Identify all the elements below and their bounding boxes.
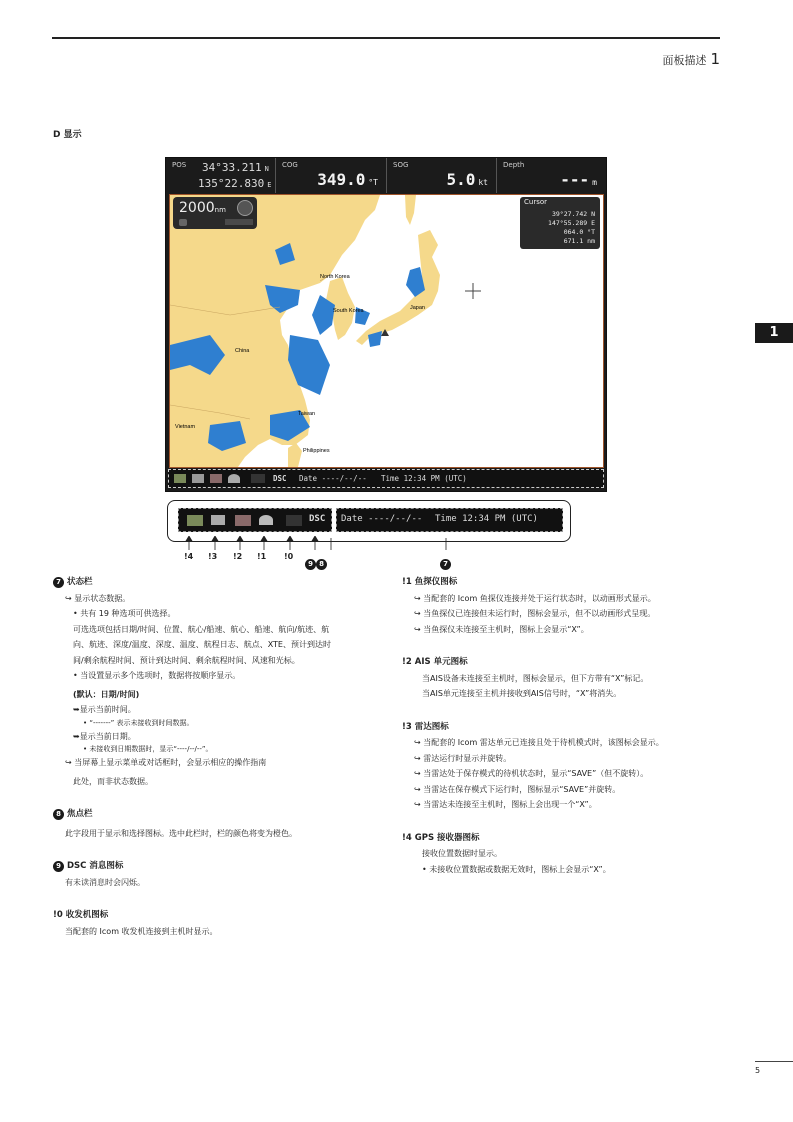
s11-line-3: ↪ 当鱼探仪未连接至主机时，图标上会显示“X”。 bbox=[414, 624, 589, 634]
s13-line-2: ↪ 雷达运行时显示并旋转。 bbox=[414, 753, 512, 763]
cursor-title: Cursor bbox=[524, 198, 548, 206]
header-title: 面板描述 bbox=[662, 54, 707, 67]
status-date: Date ----/--/-- bbox=[299, 474, 367, 483]
section-10-heading: !0 收发机图标 bbox=[53, 910, 109, 920]
ais-icon bbox=[210, 474, 222, 483]
section-12-heading: !2 AIS 单元图标 bbox=[402, 657, 468, 667]
range-value: 2000nm bbox=[179, 200, 226, 216]
radar-icon bbox=[192, 474, 204, 483]
cursor-box bbox=[520, 197, 600, 249]
footer-rule bbox=[755, 1061, 793, 1062]
s7-line-13: 此处，而非状态数据。 bbox=[73, 776, 153, 786]
s13-line-5: ↪ 当雷达未连接至主机时，图标上会出现一个“X”。 bbox=[414, 800, 597, 809]
pos-lat: 34°33.211 N bbox=[202, 161, 269, 174]
map-label-south-korea: South Korea bbox=[333, 308, 364, 314]
section-13-heading: !3 雷达图标 bbox=[402, 721, 449, 732]
s7-line-4: 向、航迹、深度/温度、深度、温度、航程日志、航点、XTE、预计到达时 bbox=[73, 640, 331, 649]
zoom-date: Date ----/--/-- bbox=[341, 514, 423, 524]
header-rule bbox=[52, 37, 720, 39]
callout-10: !0 bbox=[284, 552, 294, 561]
section-8-heading: 8 焦点栏 bbox=[53, 807, 393, 823]
map-label-vietnam: Vietnam bbox=[175, 424, 196, 430]
lock-icon bbox=[179, 219, 187, 226]
fishfinder-icon bbox=[228, 474, 240, 483]
callout-9-8: 9 8 bbox=[305, 551, 327, 570]
s9-line-1: 有未读消息时会闪烁。 bbox=[65, 877, 145, 887]
s10-line-1: 当配套的 Icom 收发机连接到主机时显示。 bbox=[65, 926, 218, 936]
range-box[interactable] bbox=[173, 197, 257, 229]
gps-icon bbox=[174, 474, 186, 483]
s14-line-1: 接收位置数据时显示。 bbox=[422, 849, 502, 858]
s13-line-4: ↪ 当雷达在保存模式下运行时，图标显示“SAVE”并旋转。 bbox=[414, 784, 621, 794]
chapter-tab: 1 bbox=[755, 323, 793, 343]
zoom-dsc-icon: DSC bbox=[309, 514, 326, 524]
sog-cell bbox=[387, 158, 497, 193]
s13-line-3: ↪ 当雷达处于保存模式的待机状态时，显示“SAVE”（但不旋转）。 bbox=[414, 769, 649, 778]
depth-label: Depth bbox=[503, 161, 525, 169]
compass-icon bbox=[237, 200, 253, 216]
zoom-ais-icon bbox=[235, 515, 251, 526]
header-chapter: 1 bbox=[710, 50, 720, 68]
zoom-fishfinder-icon bbox=[259, 515, 273, 525]
transceiver-icon bbox=[251, 474, 265, 483]
zoom-radar-icon bbox=[211, 515, 225, 525]
s7-line-6: • 当设置显示多个选项时，数据将按顺序显示。 bbox=[73, 671, 241, 680]
map-label-taiwan: Taiwan bbox=[298, 411, 316, 417]
callout-13: !3 bbox=[208, 552, 218, 561]
s7-line-5: 间/剩余航程时间、预计到达时间、剩余航程时间、风速和光标。 bbox=[73, 655, 300, 665]
section-9-heading: 9 DSC 消息图标 bbox=[53, 859, 393, 875]
s7-line-1: ↪ 显示状态数据。 bbox=[65, 593, 131, 603]
s8-line-1: 此字段用于显示和选择图标。选中此栏时，栏的颜色将变为橙色。 bbox=[65, 828, 297, 838]
s7-line-9: • “-------” 表示未接收到时间数据。 bbox=[83, 718, 194, 727]
cursor-range: 671.1 nm bbox=[563, 237, 595, 245]
dsc-icon[interactable]: DSC bbox=[273, 474, 287, 483]
map-label-north-korea: North Korea bbox=[320, 274, 350, 280]
s11-line-1: ↪ 当配套的 Icom 鱼探仪连接并处于运行状态时，以动画形式显示。 bbox=[414, 593, 656, 603]
s7-line-10: ➥显示当前日期。 bbox=[73, 731, 136, 741]
right-column bbox=[402, 575, 762, 877]
map-label-japan: Japan bbox=[410, 305, 425, 311]
section-14-heading: !4 GPS 接收器图标 bbox=[402, 832, 480, 843]
depth-cell bbox=[497, 158, 605, 193]
running-header bbox=[662, 50, 720, 68]
page-number: 5 bbox=[755, 1066, 761, 1075]
callout-7: 7 bbox=[440, 551, 451, 570]
s12-line-2: 当AIS单元连接至主机并接收到AIS信号时，“X”将消失。 bbox=[422, 689, 622, 698]
map-label-china: China bbox=[235, 348, 250, 354]
status-bar[interactable] bbox=[168, 469, 604, 488]
cog-label: COG bbox=[282, 161, 298, 169]
map-label-philippines: Philippines bbox=[303, 448, 330, 454]
cog-cell bbox=[276, 158, 387, 193]
data-bar bbox=[166, 158, 606, 193]
sog-label: SOG bbox=[393, 161, 409, 169]
s12-line-1: 当AIS设备未连接至主机时，图标会显示，但下方带有“X”标记。 bbox=[422, 673, 649, 683]
s13-line-1: ↪ 当配套的 Icom 雷达单元已连接且处于待机模式时，该图标会显示。 bbox=[414, 738, 664, 747]
callout-14: !4 bbox=[184, 552, 194, 561]
s11-line-2: ↪ 当鱼探仪已连接但未运行时，图标会显示，但不以动画形式呈现。 bbox=[414, 609, 656, 618]
s7-line-8: ➥显示当前时间。 bbox=[73, 705, 136, 714]
s7-line-7: (默认：日期/时间) bbox=[73, 689, 140, 699]
cursor-bearing: 064.0 °T bbox=[563, 228, 595, 236]
section-title: D 显示 bbox=[53, 130, 82, 140]
section-11-heading: !1 鱼探仪图标 bbox=[402, 577, 458, 587]
cog-value: 349.0 °T bbox=[317, 170, 378, 189]
left-column bbox=[53, 575, 393, 939]
cursor-lon: 147°55.289 E bbox=[548, 219, 595, 227]
pos-label: POS bbox=[172, 161, 187, 169]
s7-line-3: 可选选项包括日期/时间、位置、航心/船速、航心、船速、航向/航迹、航 bbox=[73, 624, 330, 634]
range-slider[interactable] bbox=[225, 219, 253, 225]
section-7-heading: 7 状态栏 bbox=[53, 575, 393, 591]
zoom-time: Time 12:34 PM (UTC) bbox=[435, 514, 538, 524]
status-time: Time 12:34 PM (UTC) bbox=[381, 474, 467, 483]
zoom-icon-bar bbox=[178, 508, 332, 532]
s7-line-11: • 未接收到日期数据时，显示“----/--/--”。 bbox=[83, 745, 213, 753]
depth-value: --- m bbox=[560, 170, 597, 189]
pos-cell bbox=[166, 158, 276, 193]
sog-value: 5.0 kt bbox=[446, 170, 488, 189]
cursor-lat: 39°27.742 N bbox=[551, 210, 595, 218]
zoom-gps-icon bbox=[187, 515, 203, 526]
callout-11: !1 bbox=[257, 552, 267, 561]
s7-line-2: • 共有 19 种选项可供选择。 bbox=[73, 609, 176, 618]
zoom-status-bar bbox=[336, 508, 563, 532]
chart-map[interactable] bbox=[169, 194, 604, 468]
s14-line-2: • 未接收位置数据或数据无效时，图标上会显示“X”。 bbox=[422, 864, 611, 874]
s7-line-12: ↪ 当屏幕上显示菜单或对话框时，会显示相应的操作指南 bbox=[65, 758, 267, 767]
callout-12: !2 bbox=[233, 552, 243, 561]
pos-lon: 135°22.830 E bbox=[198, 177, 272, 190]
zoom-transceiver-icon bbox=[286, 515, 302, 526]
chartplotter-screen bbox=[165, 157, 607, 492]
